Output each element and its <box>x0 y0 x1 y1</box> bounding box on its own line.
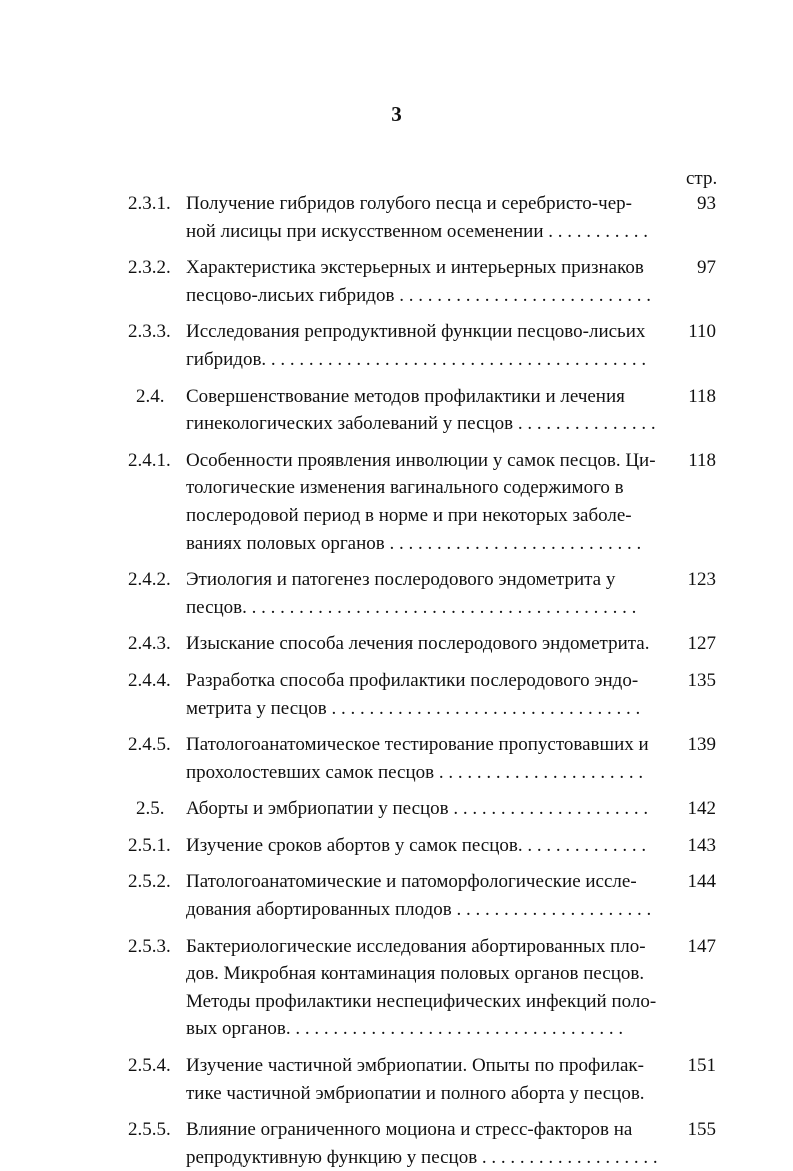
toc-entry-spacer <box>128 1107 728 1116</box>
toc-entry-title-line: послеродовой период в норме и при некоторых заболе- <box>186 504 632 526</box>
toc-entry-spacer <box>128 245 728 254</box>
toc-entry-title <box>186 383 676 438</box>
toc-entry-title <box>186 630 676 658</box>
toc-entry-title-line: дования абортированных плодов . . . . . . . . . . . . . . . . . . . . . <box>186 899 652 921</box>
toc-entry-title-line: Совершенствование методов профилактики и лечения <box>186 385 625 407</box>
toc-entry-title-line: Особенности проявления инволюции у самок песцов. Ци- <box>186 449 656 471</box>
toc-entry-number: 2.5.5. <box>128 1119 171 1141</box>
toc-entry-page: 144 <box>687 871 716 893</box>
toc-entry <box>128 447 728 557</box>
toc-entry-number: 2.5.2. <box>128 871 171 893</box>
toc-entry-title-line: дов. Микробная контаминация половых органов песцов. <box>186 963 645 985</box>
toc-entry-title <box>186 868 676 923</box>
toc-entry <box>128 630 728 658</box>
toc-entry-page: 93 <box>697 193 716 214</box>
toc-entry <box>128 254 728 309</box>
toc-entry-title <box>186 795 676 823</box>
toc-entry-page: 118 <box>688 385 716 407</box>
toc-entry-title-line: Разработка способа профилактики послеродового эндо- <box>186 669 639 691</box>
toc-entry-spacer <box>128 924 728 933</box>
toc-entry-title <box>186 1116 676 1171</box>
toc-entry-title-line: вых органов. . . . . . . . . . . . . . . . . . . . . . . . . . . . . . . . . . . . <box>186 1018 624 1040</box>
toc-entry-title-line: тике частичной эмбриопатии и полного аборта у песцов. <box>186 1082 645 1104</box>
toc-entry <box>128 868 728 923</box>
toc-entry-title-line: песцово-лисьих гибридов . . . . . . . . . . . . . . . . . . . . . . . . . . . <box>186 284 651 306</box>
toc-entry-title-line: гибридов. . . . . . . . . . . . . . . . . . . . . . . . . . . . . . . . . . . . . . . . . <box>186 348 647 370</box>
toc-entry-spacer <box>128 786 728 795</box>
toc-entry-number: 2.5.3. <box>128 935 171 957</box>
toc-entry-number: 2.5.4. <box>128 1055 171 1077</box>
toc-entry-title-line: Влияние ограниченного моциона и стресс-факторов на <box>186 1119 633 1141</box>
toc-entry-title-line: песцов. . . . . . . . . . . . . . . . . . . . . . . . . . . . . . . . . . . . . . . . . . <box>186 596 637 618</box>
toc-entry-number: 2.5.1. <box>128 834 171 856</box>
toc-entry-page: 127 <box>687 633 716 655</box>
toc-entry-number: 2.3.2. <box>128 257 171 279</box>
toc-entry <box>128 1116 728 1171</box>
toc-entry-spacer <box>128 374 728 383</box>
toc-entry-page: 147 <box>687 935 716 957</box>
toc-entry-title <box>186 933 676 1043</box>
toc-entry-title-line: репродуктивную функцию у песцов . . . . . . . . . . . . . . . . . . . <box>186 1146 658 1168</box>
toc-entry-page: 151 <box>687 1055 716 1077</box>
toc-entry-page: 142 <box>687 798 716 820</box>
toc-entry-title-line: прохолостевших самок песцов . . . . . . . . . . . . . . . . . . . . . . <box>186 761 644 783</box>
toc-entry-title <box>186 447 676 557</box>
toc-entry-page: 139 <box>687 734 716 756</box>
toc-entry-title-line: Методы профилактики неспецифических инфекций поло- <box>186 990 657 1012</box>
toc-entry-spacer <box>128 658 728 667</box>
toc-entry-page: 143 <box>687 834 716 856</box>
toc-entry-spacer <box>128 1043 728 1052</box>
toc-entry <box>128 1052 728 1107</box>
toc-entry-title-line: Этиология и патогенез послеродового эндометрита у <box>186 569 616 591</box>
toc-entry-title-line: Патологоанатомические и патоморфологические иссле- <box>186 871 637 893</box>
toc-entry <box>128 383 728 438</box>
toc-entry-page: 118 <box>688 449 716 471</box>
pages-column-header: стр. <box>686 168 718 189</box>
toc-entry-number: 2.3.1. <box>128 193 171 214</box>
toc-entry-spacer <box>128 309 728 318</box>
toc-entry <box>128 933 728 1043</box>
toc-entry-title-line: Аборты и эмбриопатии у песцов . . . . . . . . . . . . . . . . . . . . . <box>186 798 649 820</box>
toc-entry-spacer <box>128 859 728 868</box>
toc-entry-title <box>186 1052 676 1107</box>
toc-entry-spacer <box>128 438 728 447</box>
toc-entry-number: 2.4.5. <box>128 734 171 756</box>
toc-entry-title-line: тологические изменения вагинального содержимого в <box>186 477 624 499</box>
toc-entry-number: 2.4.3. <box>128 633 171 655</box>
toc-entry-page: 97 <box>697 257 716 279</box>
toc-entry-title-line: ной лисицы при искусственном осеменении . . . . . . . . . . . <box>186 220 649 242</box>
toc-entry-title <box>186 190 676 245</box>
toc-entry-number: 2.4.2. <box>128 569 171 591</box>
toc-entry-page: 110 <box>688 321 716 343</box>
toc-entry-page: 135 <box>687 669 716 691</box>
toc-entry-title-line: Изыскание способа лечения послеродового эндометрита. <box>186 633 650 655</box>
toc-entry-title <box>186 832 676 860</box>
toc-entry-title <box>186 254 676 309</box>
toc-entry-title <box>186 731 676 786</box>
toc-entry-title-line: ваниях половых органов . . . . . . . . . . . . . . . . . . . . . . . . . . . <box>186 532 642 554</box>
toc-entry-number: 2.3.3. <box>128 321 171 343</box>
toc-entry-spacer <box>128 557 728 566</box>
toc-entry-number: 2.4. <box>136 385 165 407</box>
toc-entry <box>128 190 728 245</box>
toc-entry-title-line: гинекологических заболеваний у песцов . . . . . . . . . . . . . . . <box>186 413 656 435</box>
toc-entry-title <box>186 566 676 621</box>
toc-entry-title-line: Получение гибридов голубого песца и серебристо-чер- <box>186 193 632 214</box>
toc-entry-number: 2.4.4. <box>128 669 171 691</box>
toc-entry-title <box>186 667 676 722</box>
toc-entry <box>128 566 728 621</box>
toc-entry-title-line: Изучение сроков абортов у самок песцов. . . . . . . . . . . . . . <box>186 834 647 856</box>
toc-entry-title-line: Изучение частичной эмбриопатии. Опыты по профилак- <box>186 1055 644 1077</box>
toc-entry <box>128 832 728 860</box>
toc-entry-spacer <box>128 823 728 832</box>
toc-entry-spacer <box>128 722 728 731</box>
toc-entry-number: 2.4.1. <box>128 449 171 471</box>
toc-entry-title-line: метрита у песцов . . . . . . . . . . . . . . . . . . . . . . . . . . . . . . . . . <box>186 697 641 719</box>
toc-entry <box>128 731 728 786</box>
toc-entry <box>128 318 728 373</box>
toc-entry-page: 123 <box>687 569 716 591</box>
toc-entry-spacer <box>128 621 728 630</box>
toc-entry <box>128 795 728 823</box>
toc-entry-title-line: Исследования репродуктивной функции песцово-лисьих <box>186 321 646 343</box>
toc-entry-title-line: Характеристика экстерьерных и интерьерных признаков <box>186 257 644 279</box>
toc-entry-page: 155 <box>687 1119 716 1141</box>
toc-entry-title <box>186 318 676 373</box>
toc-entry-title-line: Бактериологические исследования абортированных пло- <box>186 935 646 957</box>
toc-entry-title-line: Патологоанатомическое тестирование пропустовавших и <box>186 734 649 756</box>
toc-entry <box>128 667 728 722</box>
page-number: 3 <box>391 102 402 126</box>
table-of-contents <box>128 190 728 1171</box>
toc-entry-number: 2.5. <box>136 798 165 820</box>
